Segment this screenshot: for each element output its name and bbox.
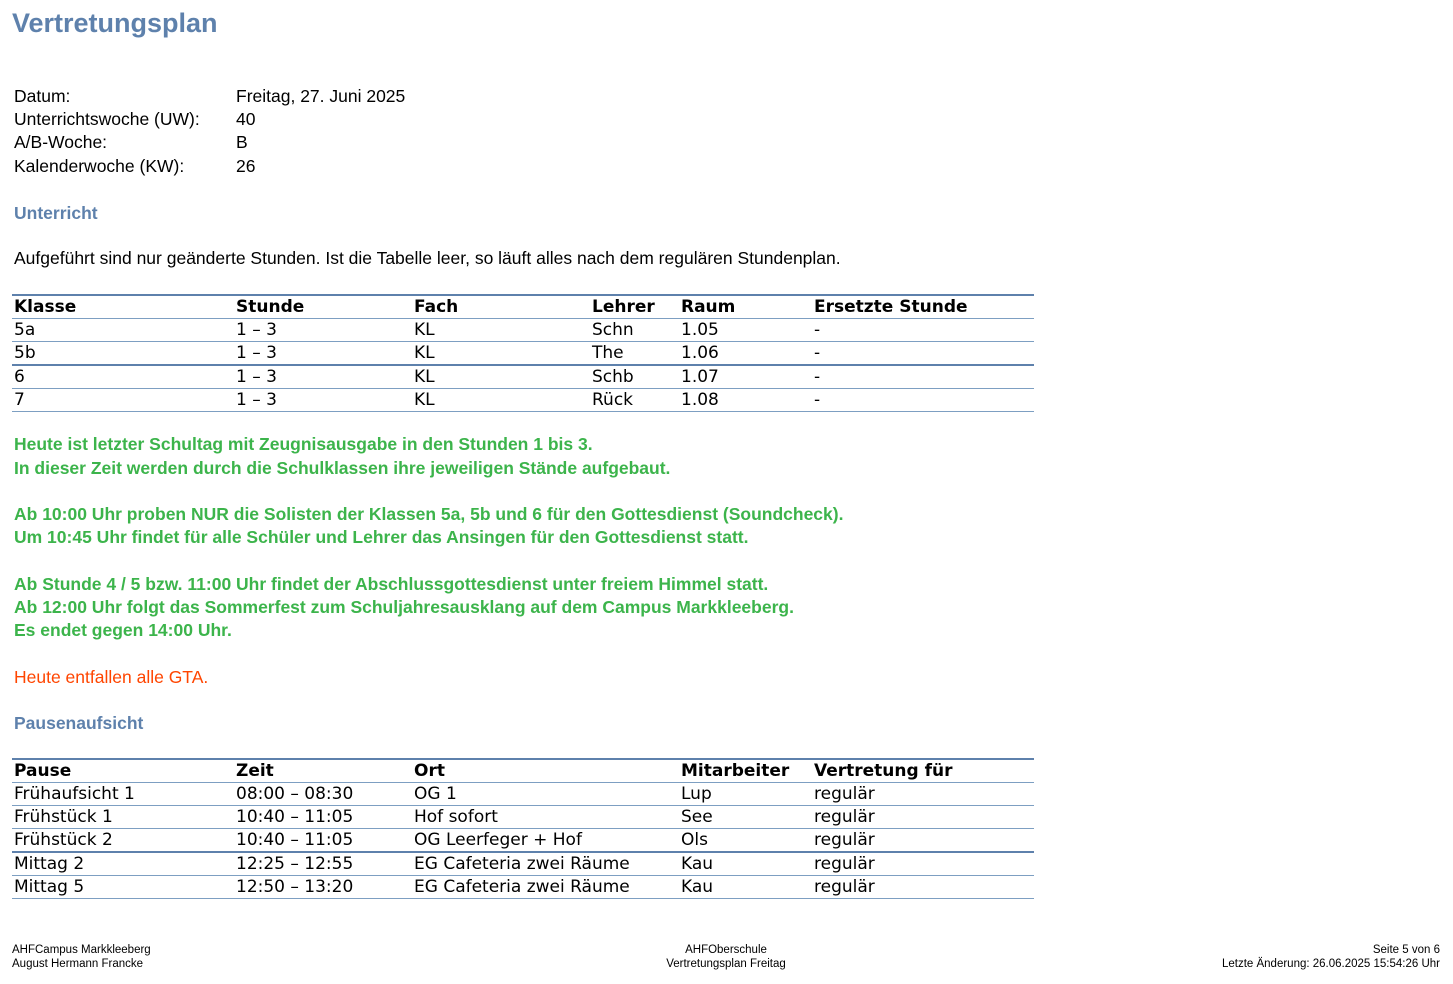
table-row xyxy=(12,389,1034,412)
table-cell: Kau xyxy=(679,876,812,899)
table-cell: 1.08 xyxy=(679,389,812,412)
column-header: Stunde xyxy=(234,295,412,319)
table-cell: Frühaufsicht 1 xyxy=(12,783,234,806)
notice-line: In dieser Zeit werden durch die Schulklassen ihre jeweiligen Stände aufgebaut. xyxy=(14,458,671,478)
column-header: Mitarbeiter xyxy=(679,759,812,783)
table-header-row xyxy=(12,295,1034,319)
page-title: Vertretungsplan xyxy=(12,8,218,38)
table-row xyxy=(12,806,1034,829)
table-cell: Mittag 2 xyxy=(12,852,234,876)
table-cell: EG Cafeteria zwei Räume xyxy=(412,852,679,876)
lessons-table xyxy=(12,294,1034,412)
meta-value: 40 xyxy=(236,109,256,129)
table-cell: 1 – 3 xyxy=(234,365,412,389)
notice-line: Heute ist letzter Schultag mit Zeugnisausgabe in den Stunden 1 bis 3. xyxy=(14,434,593,454)
footer-left xyxy=(12,943,151,971)
table-cell: - xyxy=(812,389,1034,412)
table-cell: Frühstück 1 xyxy=(12,806,234,829)
table-cell: 1 – 3 xyxy=(234,342,412,366)
table-cell: Hof sofort xyxy=(412,806,679,829)
lessons-intro: Aufgeführt sind nur geänderte Stunden. Ist die Tabelle leer, so läuft alles nach dem regulären Stundenplan. xyxy=(14,248,841,268)
table-cell: 1 – 3 xyxy=(234,319,412,342)
table-cell: 08:00 – 08:30 xyxy=(234,783,412,806)
table-cell: regulär xyxy=(812,876,1034,899)
table-cell: 1 – 3 xyxy=(234,389,412,412)
table-cell: 10:40 – 11:05 xyxy=(234,806,412,829)
footer-campus: AHFCampus Markkleeberg xyxy=(12,944,151,956)
footer-page-number: Seite 5 von 6 xyxy=(1372,944,1440,956)
table-row xyxy=(12,852,1034,876)
breaks-heading: Pausenaufsicht xyxy=(14,713,144,733)
table-cell: regulär xyxy=(812,852,1034,876)
table-cell: - xyxy=(812,319,1034,342)
table-cell: 5a xyxy=(12,319,234,342)
notice-line: Ab 10:00 Uhr proben NUR die Solisten der Klassen 5a, 5b und 6 für den Gottesdienst (Soundcheck). xyxy=(14,504,844,524)
column-header: Vertretung für xyxy=(812,759,1034,783)
table-row xyxy=(12,783,1034,806)
table-header-row xyxy=(12,759,1034,783)
table-cell: OG 1 xyxy=(412,783,679,806)
table-cell: 5b xyxy=(12,342,234,366)
table-cell: Mittag 5 xyxy=(12,876,234,899)
table-cell: 6 xyxy=(12,365,234,389)
table-cell: 10:40 – 11:05 xyxy=(234,829,412,853)
footer-right xyxy=(1222,943,1440,971)
column-header: Ort xyxy=(412,759,679,783)
table-row xyxy=(12,876,1034,899)
column-header: Fach xyxy=(412,295,590,319)
gta-cancelled-warning: Heute entfallen alle GTA. xyxy=(14,667,209,687)
table-cell: EG Cafeteria zwei Räume xyxy=(412,876,679,899)
footer-document-title: Vertretungsplan Freitag xyxy=(666,958,786,970)
table-cell: KL xyxy=(412,319,590,342)
table-cell: Rück xyxy=(590,389,679,412)
table-cell: KL xyxy=(412,365,590,389)
meta-value: B xyxy=(236,132,248,152)
table-cell: 1.06 xyxy=(679,342,812,366)
table-cell: regulär xyxy=(812,806,1034,829)
meta-label: Datum: xyxy=(14,86,71,106)
meta-value: Freitag, 27. Juni 2025 xyxy=(236,86,406,106)
table-row xyxy=(12,319,1034,342)
meta-label: A/B-Woche: xyxy=(14,132,108,152)
column-header: Raum xyxy=(679,295,812,319)
footer-school: AHFOberschule xyxy=(685,944,767,956)
breaks-table xyxy=(12,758,1034,899)
column-header: Lehrer xyxy=(590,295,679,319)
table-cell: - xyxy=(812,365,1034,389)
table-cell: 12:50 – 13:20 xyxy=(234,876,412,899)
table-cell: - xyxy=(812,342,1034,366)
footer-last-modified: Letzte Änderung: 26.06.2025 15:54:26 Uhr xyxy=(1221,958,1440,970)
notice-line: Es endet gegen 14:00 Uhr. xyxy=(14,620,232,640)
notice-line: Um 10:45 Uhr findet für alle Schüler und Lehrer das Ansingen für den Gottesdienst statt. xyxy=(14,527,749,547)
table-cell: 1.05 xyxy=(679,319,812,342)
meta-label: Kalenderwoche (KW): xyxy=(14,156,185,176)
table-cell: 12:25 – 12:55 xyxy=(234,852,412,876)
table-cell: KL xyxy=(412,389,590,412)
table-cell: The xyxy=(590,342,679,366)
column-header: Klasse xyxy=(12,295,234,319)
table-row xyxy=(12,365,1034,389)
meta-label: Unterrichtswoche (UW): xyxy=(14,109,200,129)
column-header: Ersetzte Stunde xyxy=(812,295,1034,319)
table-row xyxy=(12,342,1034,366)
table-cell: 7 xyxy=(12,389,234,412)
column-header: Pause xyxy=(12,759,234,783)
table-cell: OG Leerfeger + Hof xyxy=(412,829,679,853)
table-cell: See xyxy=(679,806,812,829)
column-header: Zeit xyxy=(234,759,412,783)
table-cell: regulär xyxy=(812,783,1034,806)
lessons-heading: Unterricht xyxy=(14,203,98,223)
notice-line: Ab Stunde 4 / 5 bzw. 11:00 Uhr findet der Abschlussgottesdienst unter freiem Himmel statt. xyxy=(14,574,769,594)
table-cell: KL xyxy=(412,342,590,366)
table-cell: Kau xyxy=(679,852,812,876)
table-cell: Lup xyxy=(679,783,812,806)
table-cell: Ols xyxy=(679,829,812,853)
notice-line: Ab 12:00 Uhr folgt das Sommerfest zum Schuljahresausklang auf dem Campus Markkleeberg. xyxy=(14,597,794,617)
table-row xyxy=(12,829,1034,853)
table-cell: Schn xyxy=(590,319,679,342)
footer-center xyxy=(576,943,876,971)
table-cell: 1.07 xyxy=(679,365,812,389)
meta-value: 26 xyxy=(236,156,256,176)
table-cell: regulär xyxy=(812,829,1034,853)
table-cell: Frühstück 2 xyxy=(12,829,234,853)
table-cell: Schb xyxy=(590,365,679,389)
footer-school-founder: August Hermann Francke xyxy=(12,958,144,970)
